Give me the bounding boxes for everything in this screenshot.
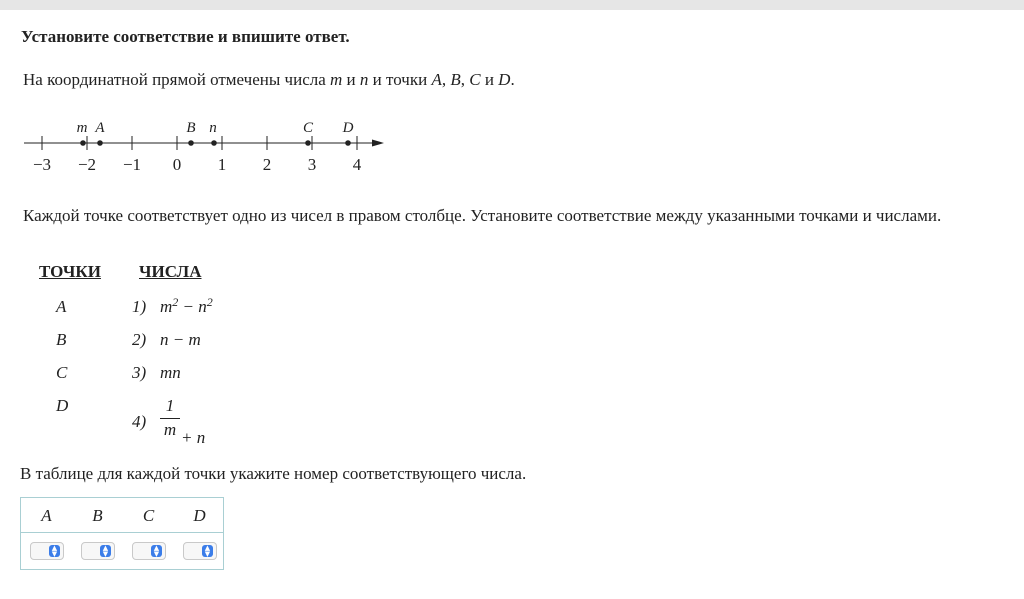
option-expression-3: mn [160,363,181,382]
intro-text: . [510,70,515,89]
intro-point-b: B [450,70,461,89]
option-expression-2: n − m [160,330,201,349]
answer-table [20,497,224,570]
answer-select-b[interactable] [81,542,115,560]
point-item-a: A [56,297,67,316]
task-intro [23,70,515,90]
answer-select-d[interactable] [183,542,217,560]
point-a-dot [97,140,103,146]
option-number-3: 3) [132,363,147,382]
answer-header-a: A [41,506,52,525]
point-label-a: A [95,120,105,136]
fraction-numerator: 1 [165,396,175,415]
answer-select-a[interactable] [30,542,64,560]
fraction-bar [160,418,180,419]
task-title: Установите соответствие и впишите ответ. [21,27,350,46]
intro-text: и точки [368,70,432,89]
intro-text: , [441,70,451,89]
tick-label: 1 [217,155,227,174]
intro-point-d: D [498,70,511,89]
point-labels [77,120,354,136]
answer-select-c[interactable] [132,542,166,560]
instruction-text: Каждой точке соответствует одно из чисел в правом столбце. Установите соответствие между указанными точками и числами. [23,206,942,225]
point-c-dot [305,140,311,146]
up-down-arrows-icon: ▲ ▼ [151,545,162,557]
option-expression-4-fraction [160,396,180,440]
point-item-d: D [56,396,69,415]
points-header: ТОЧКИ [39,262,101,281]
tick-label: 0 [172,155,182,174]
intro-var-m: m [330,70,343,89]
tick-label: 4 [352,155,362,174]
point-item-c: C [56,363,68,382]
up-down-arrows-icon: ▲ ▼ [202,545,213,557]
option-number-4: 4) [132,412,147,431]
up-down-arrows-icon: ▲ ▼ [100,545,111,557]
numbers-header: ЧИСЛА [139,262,202,281]
number-line [20,112,390,178]
tick-label: −1 [122,155,142,174]
top-bar [0,0,1024,10]
expr-exponent: 2 [172,295,179,309]
intro-point-c: C [469,70,481,89]
answer-header-d: D [193,506,206,525]
fraction-denominator: m [163,420,177,439]
up-down-arrows-icon: ▲ ▼ [49,545,60,557]
expr-part: − [178,297,199,316]
table-row-divider [21,532,223,533]
tick-label: 3 [307,155,317,174]
point-label-c: C [302,120,314,136]
expr-exponent: 2 [206,295,213,309]
intro-text: и [342,70,360,89]
expr-part: n [198,297,207,316]
intro-point-a: A [431,70,442,89]
option-number-2: 2) [132,330,147,349]
option-number-1: 1) [132,297,147,316]
point-label-m: m [76,120,88,136]
answer-header-b: B [92,506,103,525]
expr-part: m [160,297,173,316]
point-label-n: n [209,120,217,136]
intro-var-n: n [359,70,369,89]
axis-arrow-icon [372,140,384,147]
tick-labels [33,155,362,174]
option-expression-4-tail: + n [181,428,206,447]
point-item-b: B [56,330,67,349]
answer-header-c: C [142,506,155,525]
intro-text: и [480,70,499,89]
tick-label: 2 [262,155,272,174]
tick-label: −3 [32,155,52,174]
answer-prompt: В таблице для каждой точки укажите номер соответствующего числа. [20,464,527,483]
tick-label: −2 [77,155,97,174]
intro-text: На координатной прямой отмечены числа [23,70,331,89]
point-d-dot [345,140,351,146]
option-expression-1 [160,297,213,317]
point-label-b: B [186,120,196,136]
intro-text: , [460,70,470,89]
point-m-dot [80,140,86,146]
point-label-d: D [342,120,354,136]
point-b-dot [188,140,194,146]
point-n-dot [211,140,217,146]
